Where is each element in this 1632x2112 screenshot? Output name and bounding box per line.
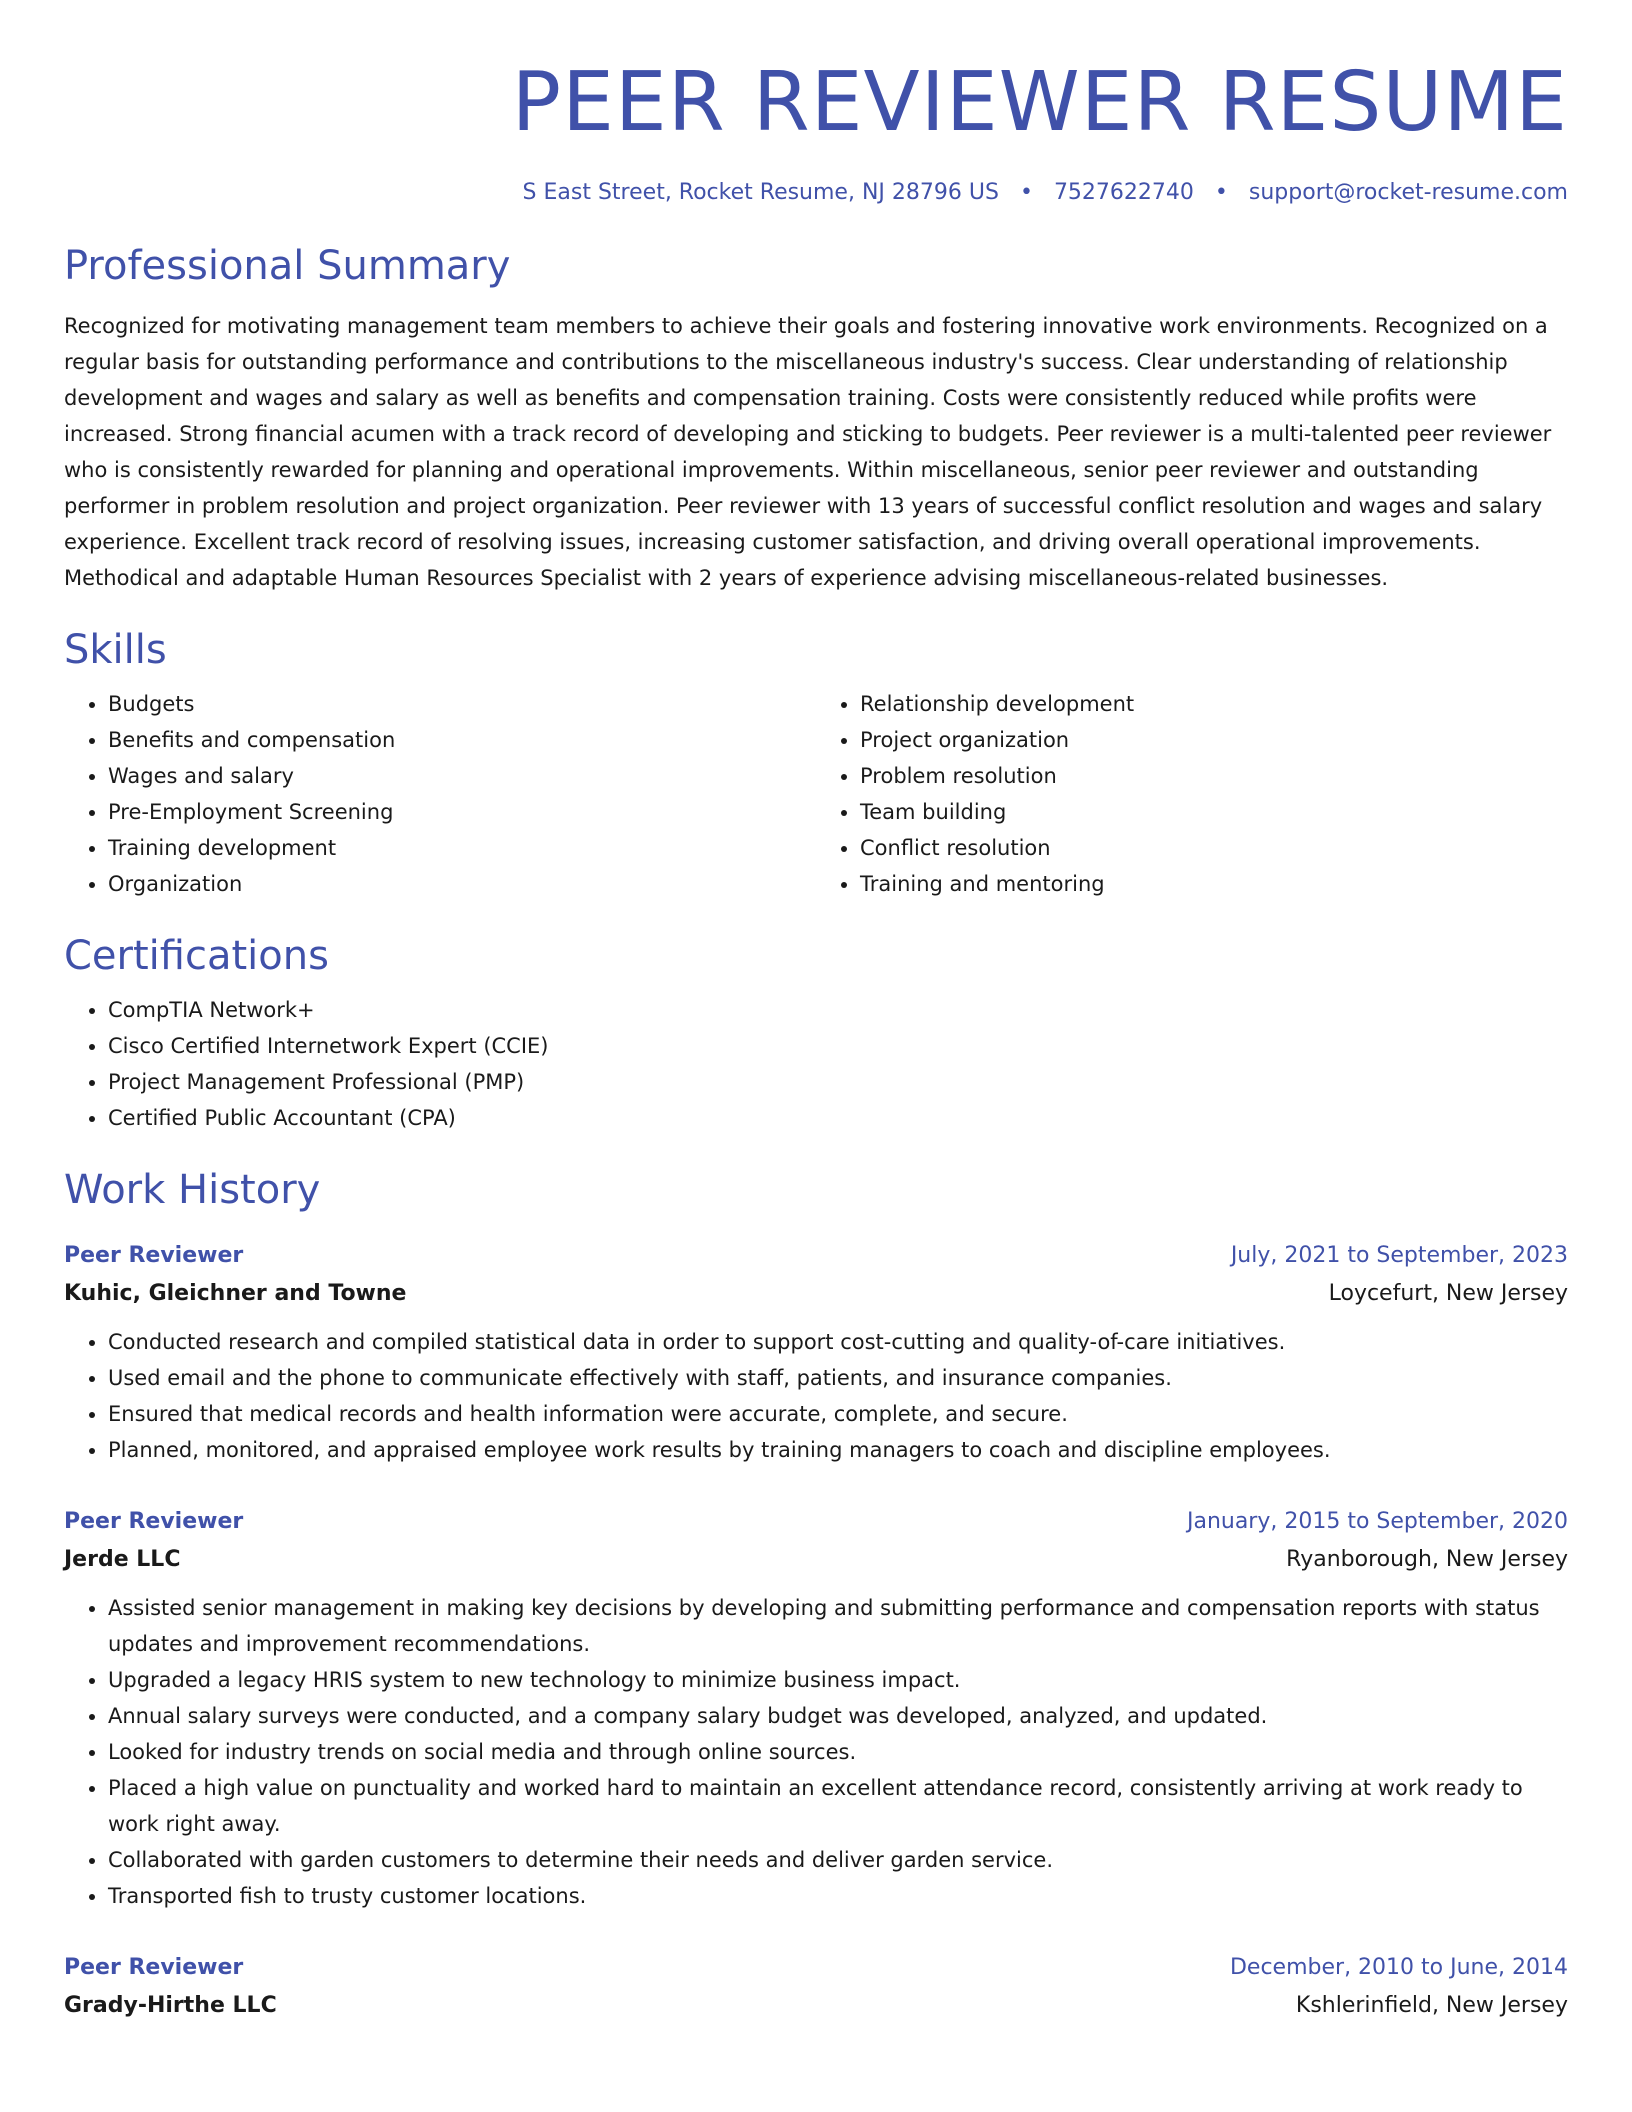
job-title: Peer Reviewer — [64, 1243, 244, 1269]
job-title: Peer Reviewer — [64, 1509, 244, 1535]
section-title-summary: Professional Summary — [64, 243, 511, 290]
certifications-list — [64, 992, 1568, 1136]
job-bullets — [64, 1324, 1568, 1468]
job-company-row — [64, 1274, 1568, 1314]
certification-item: • Project Management Professional (PMP) — [108, 1064, 1568, 1100]
job-bullets — [64, 1590, 1568, 1914]
section-title-work-history: Work History — [64, 1167, 321, 1214]
job-location: Kshlerinfield, New Jersey — [1295, 1993, 1568, 2019]
skills-list — [64, 686, 1568, 902]
summary-text: Recognized for motivating management team members to achieve their goals and fostering innovative work environments. Recognized on a regular basis for outstanding performance and contributions to the miscellaneous industry's success. Clear understanding of relationship development and wages and salary as well as benefits and compensation training. Costs were consistently reduced while profits were increased. Strong financial acumen with a track record of developing and sticking to budgets. Peer reviewer is a multi-talented peer reviewer who is consistently rewarded for planning and operational improvements. Within miscellaneous, senior peer reviewer and outstanding performer in problem resolution and project organization. Peer reviewer with 13 years of successful conflict resolution and wages and salary experience. Excellent track record of resolving issues, increasing customer satisfaction, and driving overall operational improvements. Methodical and adaptable Human Resources Specialist with 2 years of experience advising miscellaneous-related businesses. — [64, 314, 1552, 591]
job-header — [64, 1238, 1568, 1274]
contact-separator: • — [1214, 180, 1228, 205]
skill-item: • Project organization — [860, 722, 1568, 758]
job-company: Grady-Hirthe LLC — [64, 1993, 277, 2019]
skill-item: • Training and mentoring — [860, 866, 1568, 902]
skill-item: • Conflict resolution — [860, 830, 1568, 866]
certification-item: • CompTIA Network+ — [108, 992, 1568, 1028]
job-bullet: • Assisted senior management in making key decisions by developing and submitting performance and compensation reports with status updates and improvement recommendations. — [108, 1590, 1568, 1662]
resume-name: PEER REVIEWER RESUME — [511, 55, 1568, 150]
skills-column-right — [816, 686, 1568, 902]
job-bullet: • Placed a high value on punctuality and worked hard to maintain an excellent attendance record, consistently arriving at work ready to work right away. — [108, 1770, 1568, 1842]
skill-item: • Budgets — [108, 686, 816, 722]
section-title-certifications: Certifications — [64, 933, 329, 980]
contact-line — [64, 180, 1568, 206]
job-dates: July, 2021 to September, 2023 — [1230, 1243, 1568, 1269]
job-title: Peer Reviewer — [64, 1955, 244, 1981]
skill-item: • Relationship development — [860, 686, 1568, 722]
job-header — [64, 1950, 1568, 1986]
job-bullet: • Ensured that medical records and health information were accurate, complete, and secure. — [108, 1396, 1568, 1432]
contact-separator: • — [1019, 180, 1033, 205]
job-bullet: • Annual salary surveys were conducted, and a company salary budget was developed, analyzed, and updated. — [108, 1698, 1568, 1734]
job-dates: December, 2010 to June, 2014 — [1229, 1955, 1568, 1981]
skills-column-left — [64, 686, 816, 902]
skill-item: • Wages and salary — [108, 758, 816, 794]
skill-item: • Team building — [860, 794, 1568, 830]
contact-address: S East Street, Rocket Resume, NJ 28796 US — [522, 180, 999, 205]
section-title-skills: Skills — [64, 627, 167, 674]
job-bullet: • Conducted research and compiled statistical data in order to support cost-cutting and quality-of-care initiatives. — [108, 1324, 1568, 1360]
job-location: Loycefurt, New Jersey — [1328, 1281, 1568, 1307]
skill-item: • Problem resolution — [860, 758, 1568, 794]
job-entry — [64, 1950, 1568, 2026]
job-company: Kuhic, Gleichner and Towne — [64, 1281, 407, 1307]
job-header — [64, 1504, 1568, 1540]
job-company: Jerde LLC — [64, 1547, 181, 1573]
job-bullet: • Used email and the phone to communicate effectively with staff, patients, and insurance companies. — [108, 1360, 1568, 1396]
certification-item: • Certified Public Accountant (CPA) — [108, 1100, 1568, 1136]
job-dates: January, 2015 to September, 2020 — [1186, 1509, 1568, 1535]
job-bullet: • Upgraded a legacy HRIS system to new technology to minimize business impact. — [108, 1662, 1568, 1698]
job-bullet: • Planned, monitored, and appraised employee work results by training managers to coach and discipline employees. — [108, 1432, 1568, 1468]
skill-item: • Pre-Employment Screening — [108, 794, 816, 830]
job-bullet: • Collaborated with garden customers to determine their needs and deliver garden service. — [108, 1842, 1568, 1878]
job-bullet: • Transported fish to trusty customer locations. — [108, 1878, 1568, 1914]
job-entry — [64, 1504, 1568, 1914]
job-entry — [64, 1238, 1568, 1468]
job-company-row — [64, 1540, 1568, 1580]
contact-email[interactable]: support@rocket-resume.com — [1248, 180, 1568, 205]
job-location: Ryanborough, New Jersey — [1286, 1547, 1568, 1573]
contact-phone[interactable]: 7527622740 — [1053, 180, 1194, 205]
certification-item: • Cisco Certified Internetwork Expert (CCIE) — [108, 1028, 1568, 1064]
skill-item: • Benefits and compensation — [108, 722, 816, 758]
skill-item: • Organization — [108, 866, 816, 902]
skill-item: • Training development — [108, 830, 816, 866]
job-bullet: • Looked for industry trends on social media and through online sources. — [108, 1734, 1568, 1770]
job-company-row — [64, 1986, 1568, 2026]
